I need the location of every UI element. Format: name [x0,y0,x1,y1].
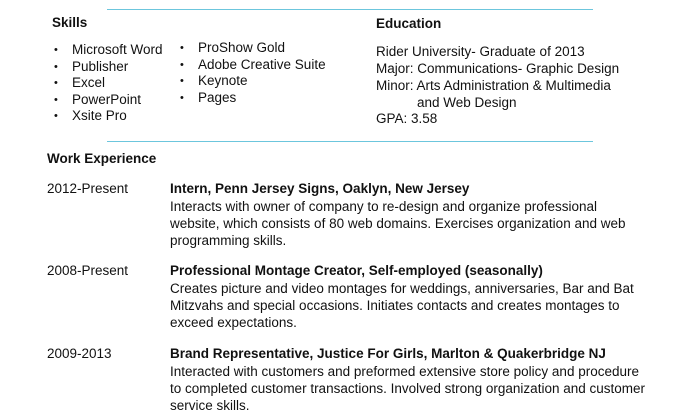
job-title: Intern, Penn Jersey Signs, Oaklyn, New Jersey [170,181,470,196]
education-school: Rider University- Graduate of 2013 [376,44,585,59]
job-dates: 2008-Present [47,263,129,278]
job-entry [170,262,650,331]
bullet-icon: • [54,77,58,89]
job-dates: 2012-Present [47,181,129,196]
section-divider [107,141,593,142]
skill-item: • Keynote [180,73,248,88]
job-title: Brand Representative, Justice For Girls, Marlton & Quakerbridge NJ [170,346,606,361]
skill-item: • Xsite Pro [54,108,127,123]
bullet-icon: • [180,91,184,104]
skills-heading: Skills [52,15,88,30]
skill-item: • PowerPoint [54,91,142,107]
skills-list-column-1 [52,42,163,125]
bullet-icon: • [180,58,184,71]
education-major: Major: Communications- Graphic Design [376,61,620,76]
bullet-icon: • [180,75,184,87]
bullet-icon: • [54,93,58,106]
job-description: Interacts with owner of company to re-design and organize professional website, which consists of 80 web domains. Exercises organization and web programming skills. [170,199,626,248]
job-description: Creates picture and video montages for weddings, anniversaries, Bar and Bat Mitzvahs and special occasions. Initiates contacts and creates montages to exceed expectations. [170,281,634,330]
job-entry [170,345,650,414]
education-minor-continued: and Web Design [417,95,517,110]
job-dates: 2009-2013 [47,346,112,361]
top-divider [107,9,593,10]
skill-item: • ProShow Gold [180,40,286,55]
skill-item: • Microsoft Word [54,42,163,57]
job-title: Professional Montage Creator, Self-employed (seasonally) [170,263,543,278]
skills-list-column-2 [178,40,326,106]
education-heading: Education [376,16,442,31]
skill-item: • Pages [180,89,237,105]
education-minor: Minor: Arts Administration & Multimedia [376,78,611,93]
job-entry [170,180,650,249]
job-description: Interacted with customers and preformed extensive store policy and procedure to completed customer transactions. Involved strong organization and customer service skills. [170,364,645,413]
bullet-icon: • [54,60,58,73]
work-experience-heading: Work Experience [47,151,157,166]
bullet-icon: • [54,110,58,122]
education-gpa: GPA: 3.58 [376,111,438,126]
bullet-icon: • [180,42,184,54]
skill-item: • Excel [54,75,106,90]
skill-item: • Adobe Creative Suite [180,56,326,72]
bullet-icon: • [54,44,58,56]
skill-item: • Publisher [54,58,129,74]
